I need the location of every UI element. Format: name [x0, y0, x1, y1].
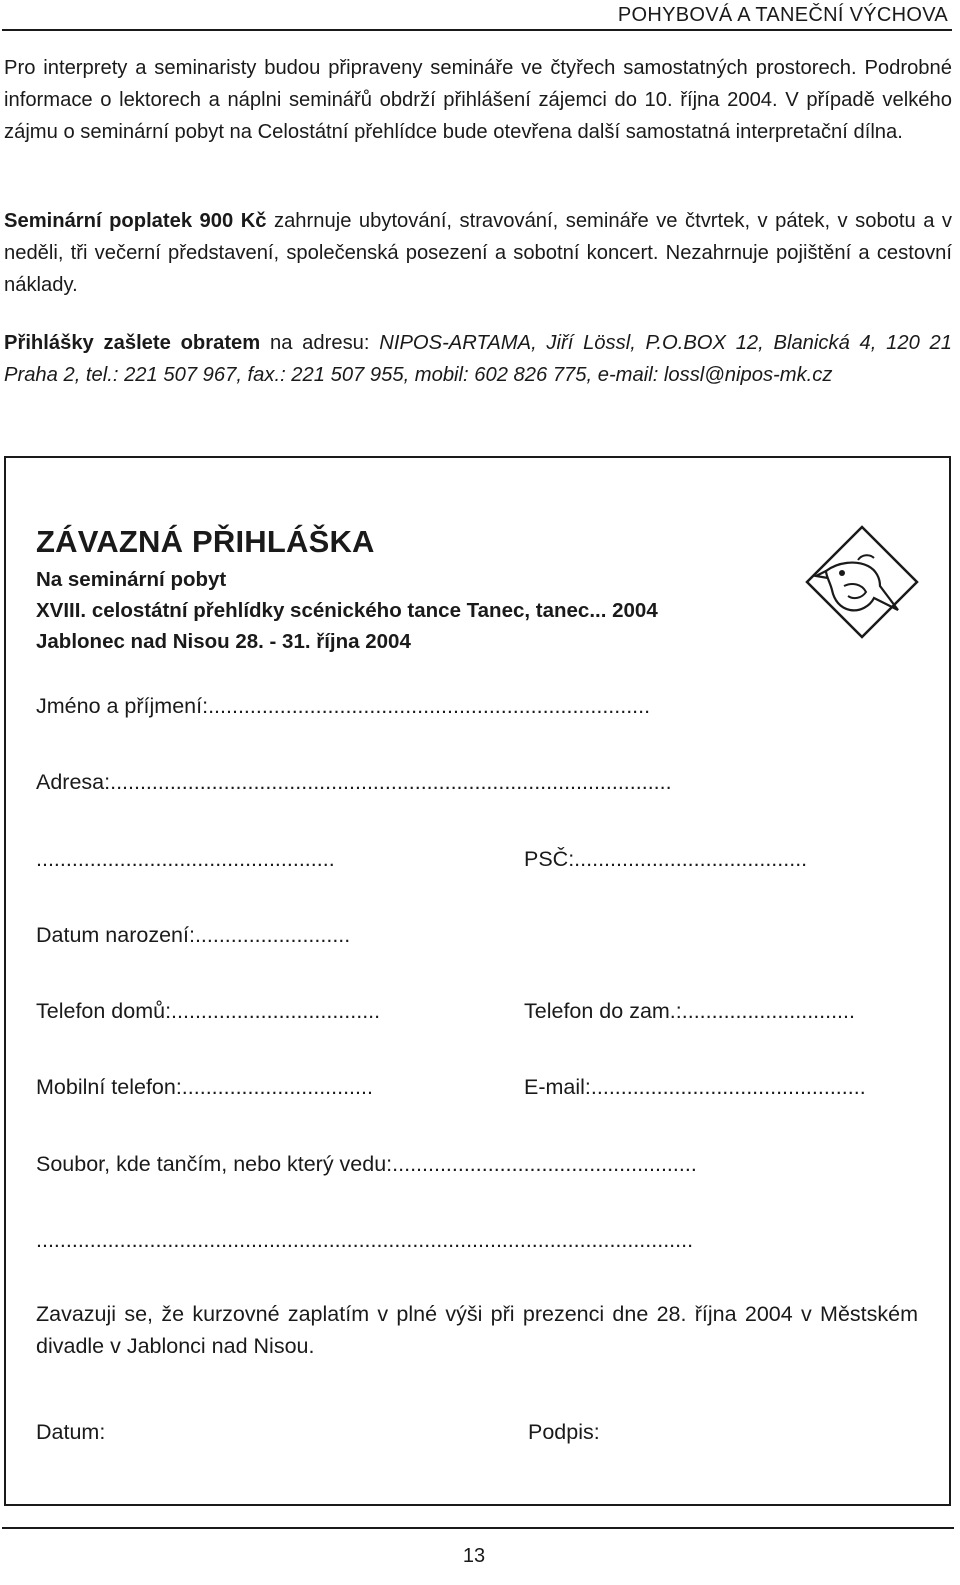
contact-address: NIPOS-ARTAMA, Jiří Lössl, P.O.BOX 12, Blanická 4, 120 21 Praha 2, tel.: 221 507 967, fax.: 221 507 955, mobil: 602 826 775, e-mail: lossl@nipos-mk.cz [4, 332, 952, 386]
mobile-phone-field[interactable]: Mobilní telefon:................................ [36, 1075, 373, 1099]
address-prefix: na adresu: [260, 332, 380, 354]
form-title: ZÁVAZNÁ PŘIHLÁŠKA [36, 524, 375, 559]
section-title: POHYBOVÁ A TANEČNÍ VÝCHOVA [617, 4, 948, 26]
bird-diamond-logo-icon [804, 524, 920, 640]
form-subtitle-seminar: Na seminární pobyt [36, 568, 227, 591]
date-field[interactable]: Datum: [36, 1420, 106, 1444]
page-number: 13 [462, 1545, 486, 1567]
intro-paragraph-seminars: Pro interprety a seminaristy budou připraveny semináře ve čtyřech samostatných prostorech. Podrobné informace o lektorech a náplni seminářů obdrží přihlášení zájemci do 10. října 2004. V případě velkého zájmu o seminární pobyt na Celostátní přehlídce bude otevřena další samostatná interpretační dílna. [4, 57, 952, 143]
ensemble-continuation-field[interactable]: .............................................................................................................. [36, 1228, 694, 1252]
work-phone-field[interactable]: Telefon do zam.:............................. [524, 999, 855, 1023]
header-divider [2, 29, 952, 31]
home-phone-field[interactable]: Telefon domů:................................... [36, 999, 381, 1023]
fee-label: Seminární poplatek 900 Kč [4, 210, 267, 232]
address-field[interactable]: Adresa:.............................................................................................. [36, 770, 672, 794]
footer-divider [2, 1527, 954, 1529]
postal-code-field[interactable]: PSČ:....................................... [524, 847, 808, 871]
intro-paragraph-fee [4, 205, 952, 301]
form-subtitle-event: XVIII. celostátní přehlídky scénického tance Tanec, tanec... 2004 [36, 599, 658, 622]
address-continuation-field[interactable]: .................................................. [36, 847, 335, 871]
ensemble-field[interactable]: Soubor, kde tančím, nebo který vedu:................................................... [36, 1152, 697, 1176]
payment-commitment: Zavazuji se, že kurzovné zaplatím v plné výši při prezenci dne 28. října 2004 v Městském divadle v Jablonci nad Nisou. [36, 1302, 918, 1358]
email-field[interactable]: E-mail:.............................................. [524, 1075, 866, 1099]
name-field[interactable]: Jméno a příjmení:.......................................................................... [36, 694, 651, 718]
application-form [4, 456, 951, 1506]
intro-paragraph-address [4, 327, 952, 391]
signature-field[interactable]: Podpis: [528, 1420, 600, 1444]
fee-details: zahrnuje ubytování, stravování, semináře ve čtvrtek, v pátek, v sobotu a v neděli, tři večerní představení, společenská posezení a sobotní koncert. Nezahrnuje pojištění a cestovní náklady. [4, 210, 952, 296]
applications-label: Přihlášky zašlete obratem [4, 332, 261, 354]
birth-date-field[interactable]: Datum narození:.......................... [36, 923, 351, 947]
form-subtitle-place-date: Jablonec nad Nisou 28. - 31. října 2004 [36, 630, 411, 653]
